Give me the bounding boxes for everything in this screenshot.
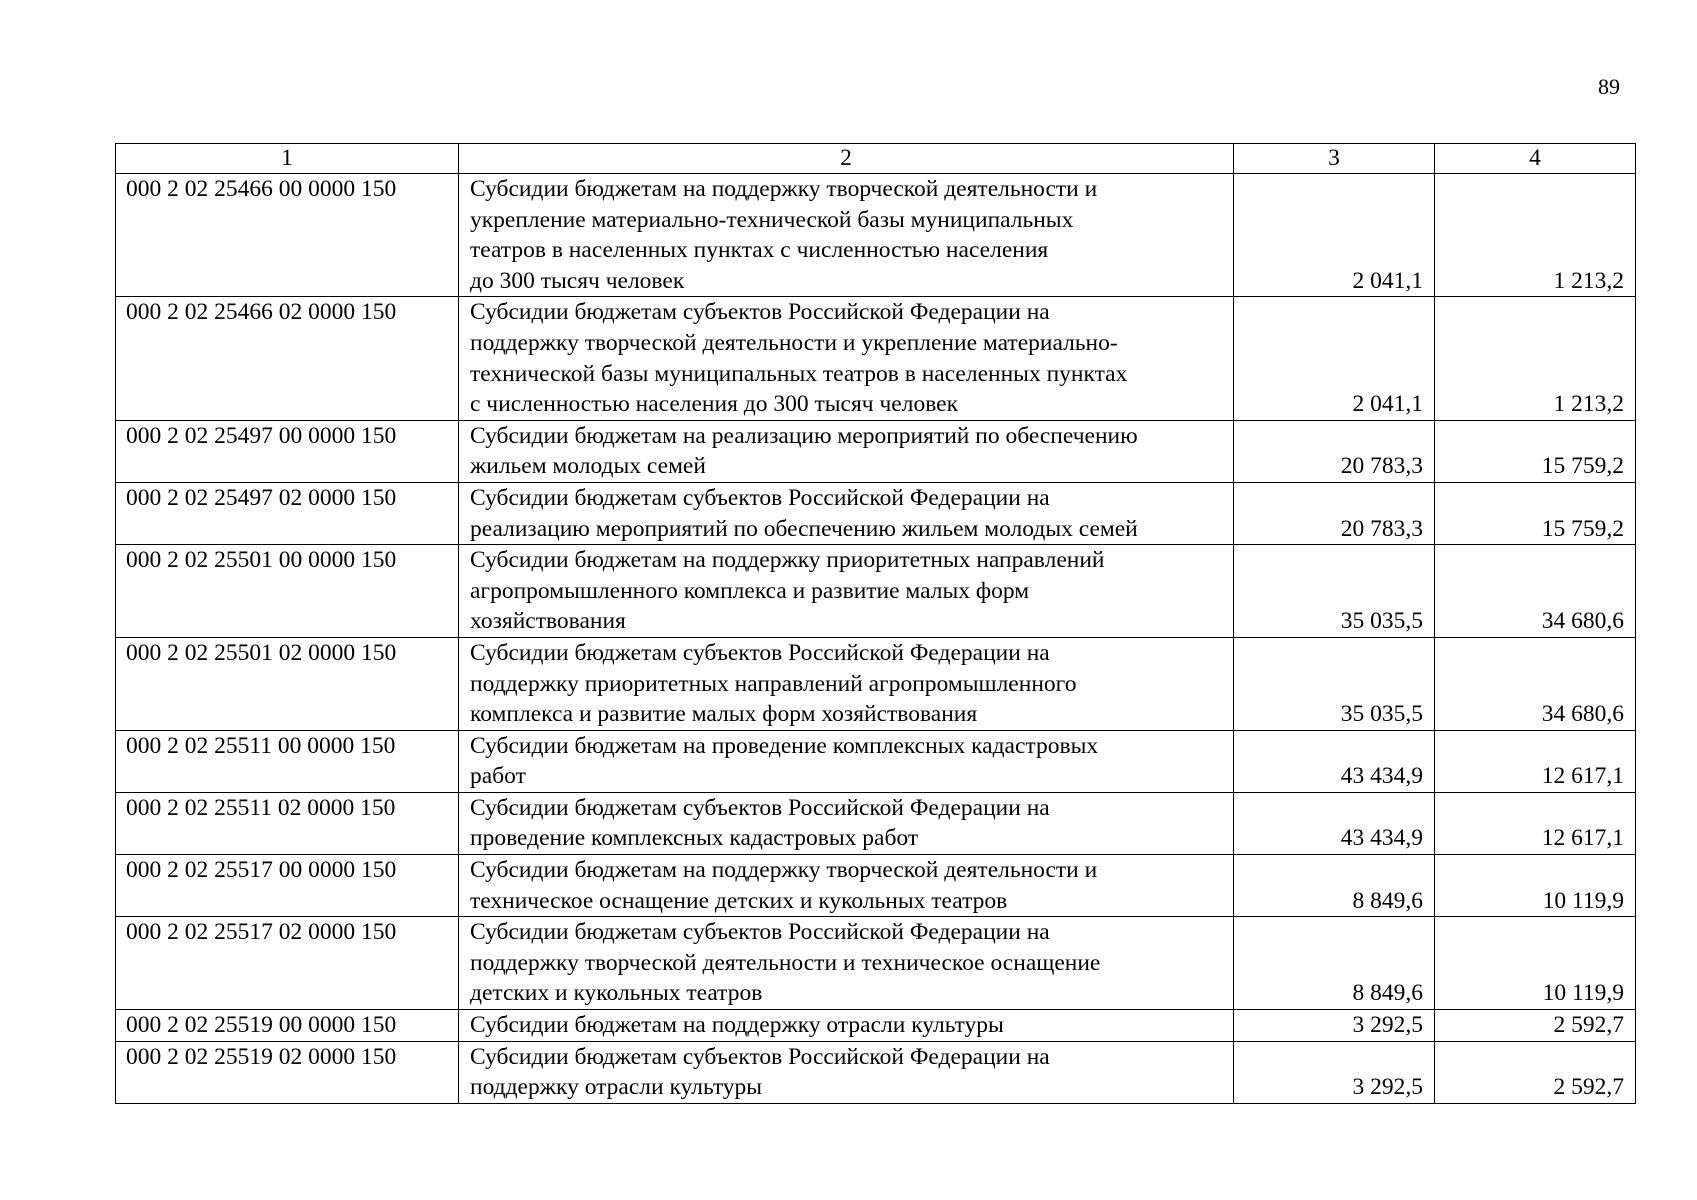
table-body bbox=[116, 144, 1636, 1104]
amount-col4-cell: 10 119,9 bbox=[1435, 917, 1636, 1010]
description-line: технической базы муниципальных театров в населенных пунктах bbox=[470, 360, 1128, 387]
description-line: хозяйствования bbox=[470, 608, 626, 635]
table-row bbox=[116, 917, 1636, 1010]
description-cell bbox=[459, 637, 1234, 730]
amount-col4-cell: 2 592,7 bbox=[1435, 1010, 1636, 1042]
table-row bbox=[116, 792, 1636, 854]
table-row bbox=[116, 637, 1636, 730]
amount-col3-cell: 20 783,3 bbox=[1234, 482, 1435, 544]
amount-col4-cell: 1 213,2 bbox=[1435, 174, 1636, 297]
table-row bbox=[116, 855, 1636, 917]
description-line: поддержку творческой деятельности и техническое оснащение bbox=[470, 949, 1101, 976]
description-cell bbox=[459, 917, 1234, 1010]
description-line: Субсидии бюджетам субъектов Российской Федерации на bbox=[470, 299, 1050, 326]
amount-col3-cell: 35 035,5 bbox=[1234, 545, 1435, 638]
description-line: реализацию мероприятий по обеспечению жильем молодых семей bbox=[470, 515, 1138, 542]
description-line: техническое оснащение детских и кукольных театров bbox=[470, 887, 1008, 914]
amount-col3-cell: 8 849,6 bbox=[1234, 855, 1435, 917]
description-line: Субсидии бюджетам субъектов Российской Федерации на bbox=[470, 919, 1050, 946]
budget-code-cell: 000 2 02 25501 02 0000 150 bbox=[116, 637, 459, 730]
budget-code-cell: 000 2 02 25497 02 0000 150 bbox=[116, 482, 459, 544]
description-line: Субсидии бюджетам субъектов Российской Федерации на bbox=[470, 1043, 1050, 1070]
header-row bbox=[116, 144, 1636, 174]
description-line: Субсидии бюджетам субъектов Российской Федерации на bbox=[470, 794, 1050, 821]
description-cell bbox=[459, 297, 1234, 420]
budget-code-cell: 000 2 02 25511 00 0000 150 bbox=[116, 730, 459, 792]
description-line: театров в населенных пунктах с численностью населения bbox=[470, 237, 1049, 264]
table-row bbox=[116, 1010, 1636, 1042]
amount-col4-cell: 34 680,6 bbox=[1435, 637, 1636, 730]
description-line: укрепление материально-технической базы муниципальных bbox=[470, 206, 1074, 233]
amount-col4-cell: 15 759,2 bbox=[1435, 420, 1636, 482]
description-line: Субсидии бюджетам субъектов Российской Федерации на bbox=[470, 639, 1050, 666]
description-line: Субсидии бюджетам на поддержку творческой деятельности и bbox=[470, 176, 1098, 202]
description-cell bbox=[459, 1010, 1234, 1042]
table-row bbox=[116, 1041, 1636, 1103]
amount-col4-cell: 15 759,2 bbox=[1435, 482, 1636, 544]
budget-code-cell: 000 2 02 25511 02 0000 150 bbox=[116, 792, 459, 854]
description-line: детских и кукольных театров bbox=[470, 980, 763, 1007]
description-line: Субсидии бюджетам на реализацию мероприятий по обеспечению bbox=[470, 422, 1138, 449]
budget-code-cell: 000 2 02 25466 00 0000 150 bbox=[116, 174, 459, 297]
page-number: 89 bbox=[1598, 74, 1620, 99]
amount-col4-cell: 12 617,1 bbox=[1435, 792, 1636, 854]
amount-col4-cell: 34 680,6 bbox=[1435, 545, 1636, 638]
description-line: Субсидии бюджетам на проведение комплексных кадастровых bbox=[470, 732, 1099, 759]
table-row bbox=[116, 482, 1636, 544]
table-row bbox=[116, 545, 1636, 638]
description-cell bbox=[459, 174, 1234, 297]
budget-code-cell: 000 2 02 25517 00 0000 150 bbox=[116, 855, 459, 917]
description-cell bbox=[459, 792, 1234, 854]
header-cell-1: 1 bbox=[116, 144, 459, 174]
header-cell-4: 4 bbox=[1435, 144, 1636, 174]
description-line: с численностью населения до 300 тысяч человек bbox=[470, 391, 959, 418]
table-row bbox=[116, 730, 1636, 792]
header-cell-3: 3 bbox=[1234, 144, 1435, 174]
amount-col3-cell: 20 783,3 bbox=[1234, 420, 1435, 482]
description-cell bbox=[459, 730, 1234, 792]
budget-code-cell: 000 2 02 25497 00 0000 150 bbox=[116, 420, 459, 482]
amount-col3-cell: 35 035,5 bbox=[1234, 637, 1435, 730]
budget-code-cell: 000 2 02 25517 02 0000 150 bbox=[116, 917, 459, 1010]
description-line: работ bbox=[470, 763, 526, 790]
amount-col4-cell: 1 213,2 bbox=[1435, 297, 1636, 420]
table-row bbox=[116, 174, 1636, 297]
budget-code-cell: 000 2 02 25519 02 0000 150 bbox=[116, 1041, 459, 1103]
budget-table bbox=[115, 143, 1636, 1104]
description-cell bbox=[459, 855, 1234, 917]
budget-code-cell: 000 2 02 25519 00 0000 150 bbox=[116, 1010, 459, 1042]
amount-col3-cell: 8 849,6 bbox=[1234, 917, 1435, 1010]
amount-col3-cell: 43 434,9 bbox=[1234, 730, 1435, 792]
description-line: Субсидии бюджетам субъектов Российской Федерации на bbox=[470, 484, 1050, 511]
description-line: до 300 тысяч человек bbox=[470, 267, 685, 294]
description-cell bbox=[459, 420, 1234, 482]
amount-col3-cell: 43 434,9 bbox=[1234, 792, 1435, 854]
amount-col4-cell: 2 592,7 bbox=[1435, 1041, 1636, 1103]
description-line: Субсидии бюджетам на поддержку творческой деятельности и bbox=[470, 857, 1098, 884]
description-line: комплекса и развитие малых форм хозяйствования bbox=[470, 701, 978, 728]
description-line: Субсидии бюджетам на поддержку отрасли культуры bbox=[470, 1012, 1004, 1039]
budget-code-cell: 000 2 02 25501 00 0000 150 bbox=[116, 545, 459, 638]
header-cell-2: 2 bbox=[459, 144, 1234, 174]
description-line: поддержку приоритетных направлений агропромышленного bbox=[470, 670, 1077, 697]
amount-col4-cell: 10 119,9 bbox=[1435, 855, 1636, 917]
table-row bbox=[116, 420, 1636, 482]
amount-col4-cell: 12 617,1 bbox=[1435, 730, 1636, 792]
description-line: поддержку творческой деятельности и укрепление материально- bbox=[470, 329, 1118, 356]
description-line: жильем молодых семей bbox=[470, 453, 706, 480]
description-line: проведение комплексных кадастровых работ bbox=[470, 825, 919, 852]
amount-col3-cell: 3 292,5 bbox=[1234, 1041, 1435, 1103]
description-line: поддержку отрасли культуры bbox=[470, 1074, 763, 1101]
description-line: Субсидии бюджетам на поддержку приоритетных направлений bbox=[470, 547, 1105, 574]
amount-col3-cell: 2 041,1 bbox=[1234, 174, 1435, 297]
description-cell bbox=[459, 482, 1234, 544]
budget-code-cell: 000 2 02 25466 02 0000 150 bbox=[116, 297, 459, 420]
description-line: агропромышленного комплекса и развитие малых форм bbox=[470, 577, 1030, 604]
amount-col3-cell: 3 292,5 bbox=[1234, 1010, 1435, 1042]
description-cell bbox=[459, 1041, 1234, 1103]
description-cell bbox=[459, 545, 1234, 638]
amount-col3-cell: 2 041,1 bbox=[1234, 297, 1435, 420]
table-row bbox=[116, 297, 1636, 420]
